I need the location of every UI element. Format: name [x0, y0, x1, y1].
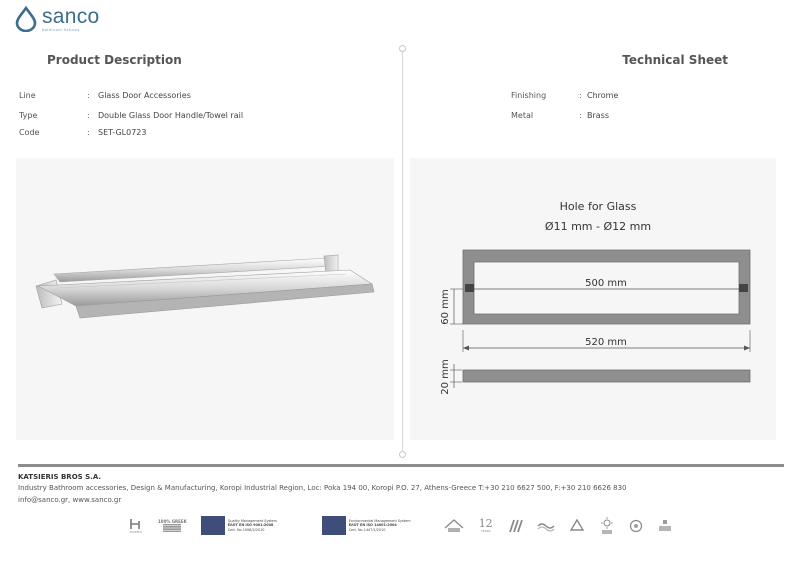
wave-icon — [537, 520, 555, 532]
divider-dot-top — [399, 45, 406, 52]
sun-icon — [599, 517, 615, 535]
dim-outer-label: 520 mm — [585, 337, 627, 348]
company-address: Industry Bathroom accessories, Design & Manufacturing, Koropi Industrial Region, Loc: Poka 194 00, Koropi P.O. 27, Athens-Greece T:+30 210 6627 500, F:+30 210 6626 830 — [18, 484, 627, 492]
spec-value: Double Glass Door Handle/Towel rail — [98, 111, 244, 120]
greek-label: 100% GREEK — [158, 519, 187, 524]
spec-key: Finishing — [511, 91, 547, 100]
house-badge — [443, 518, 465, 534]
spec-row-code: Code : SET-GL0723 — [19, 128, 147, 137]
greek-badge — [158, 519, 187, 532]
dim-height-label: 60 mm — [440, 289, 451, 325]
eu-flag-icon — [201, 516, 225, 535]
hotels-badge — [128, 518, 144, 534]
iso14001-line1: Environmental Management System — [348, 519, 411, 524]
brand-name: sanco — [42, 5, 100, 28]
spec-key: Code — [19, 128, 40, 137]
spec-row-type: Type : Double Glass Door Handle/Towel rail — [19, 111, 244, 120]
nano-icon — [657, 518, 673, 534]
column-divider — [402, 50, 403, 452]
spec-value: Glass Door Accessories — [98, 91, 191, 100]
nano-badge — [657, 518, 673, 534]
recycle-icon — [569, 518, 585, 534]
stripes-badge — [507, 518, 523, 534]
brand-logo — [14, 6, 100, 32]
dim-thickness-label: 20 mm — [440, 359, 451, 395]
wave-badge — [537, 520, 555, 532]
recycle-badge — [569, 518, 585, 534]
greek-flag-icon — [163, 524, 181, 532]
spec-value: Chrome — [587, 91, 619, 100]
house-icon — [443, 518, 465, 534]
spec-key: Line — [19, 91, 36, 100]
seal-badge — [629, 519, 643, 533]
certification-badges — [128, 516, 687, 535]
spec-key: Type — [19, 111, 38, 120]
iso9001-cert — [201, 516, 304, 535]
iso14001-cert — [322, 516, 425, 535]
iso9001-line1: Quality Management System — [227, 519, 277, 524]
divider-dot-bottom — [399, 451, 406, 458]
dim-inner-label: 500 mm — [585, 278, 627, 289]
hotel-icon — [128, 518, 144, 530]
spec-value: Brass — [587, 111, 610, 120]
spec-value: SET-GL0723 — [98, 128, 147, 137]
product-description-title: Product Description — [47, 53, 182, 67]
iso14001-line2: ΕΛΟΤ EN ISO 14001:2004 — [348, 523, 397, 528]
product-image — [16, 158, 394, 440]
company-contact: info@sanco.gr, www.sanco.gr — [18, 496, 122, 504]
brand-tagline: bathroom fixtures — [42, 27, 80, 32]
spec-row-finishing: Finishing : Chrome — [511, 91, 619, 100]
technical-drawing — [410, 158, 776, 440]
iso14001-line3: Cert. No 1447/1/2010 — [348, 527, 386, 532]
years-number: 12 — [478, 517, 493, 530]
product-image-panel — [16, 158, 394, 440]
eu-flag-icon — [322, 516, 346, 535]
left-mounting-stud — [465, 284, 474, 292]
sun-badge — [599, 517, 615, 535]
spec-row-metal: Metal : Brass — [511, 111, 610, 120]
iso9001-line3: Cert. No 1008/2/2010 — [227, 527, 265, 532]
water-drop-icon — [14, 6, 38, 32]
stripes-icon — [507, 518, 523, 534]
company-name: KATSIERIS BROS S.A. — [18, 473, 102, 481]
spec-row-line: Line : Glass Door Accessories — [19, 91, 191, 100]
iso9001-line2: ΕΛΟΤ EN ISO 9001:2008 — [227, 523, 274, 528]
seal-icon — [629, 519, 643, 533]
handle-profile-shape — [463, 370, 750, 382]
technical-drawing-panel — [410, 158, 776, 440]
right-mounting-stud — [739, 284, 748, 292]
years-label: YEARS — [480, 529, 491, 533]
hotels-label: HOTELS — [130, 529, 142, 534]
hole-size: Ø11 mm - Ø12 mm — [544, 220, 652, 233]
technical-sheet-title: Technical Sheet — [622, 53, 728, 67]
footer-divider — [18, 464, 784, 467]
hole-title: Hole for Glass — [559, 200, 637, 213]
spec-key: Metal — [511, 111, 534, 120]
years-badge — [479, 518, 493, 533]
